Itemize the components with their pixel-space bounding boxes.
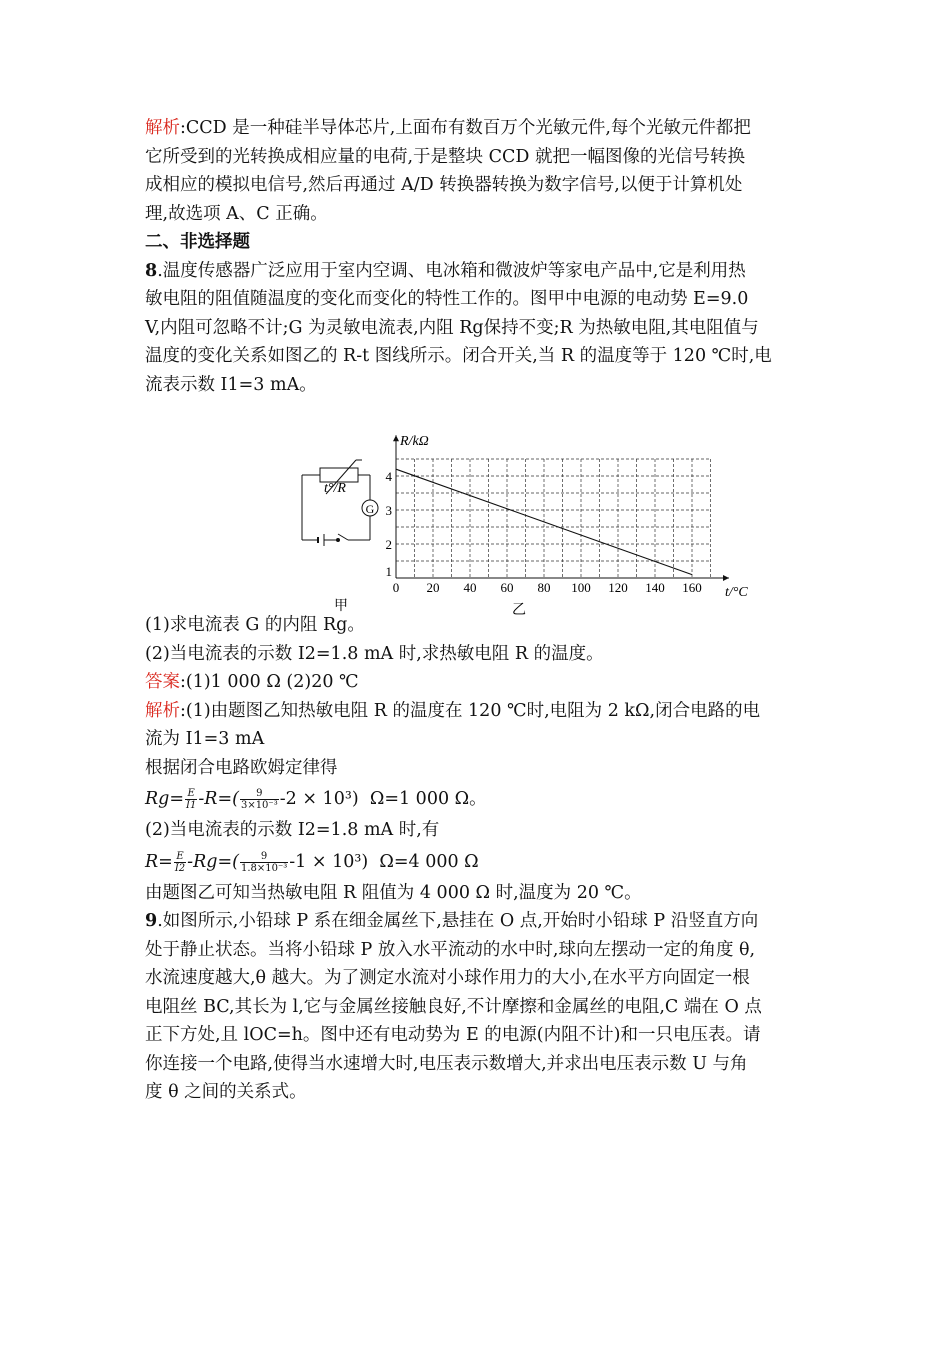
y-axis-label: R/kΩ	[400, 434, 429, 450]
x-tick-label: 140	[645, 580, 665, 595]
formula-2: R= $\frac{E}{I2}$ -Rg=( $\frac{9}{\text{1.8×10⁻³}}$ -1 × 10³) Ω=4 000 Ω	[145, 850, 479, 874]
solution-line-4: (2)当电流表的示数 I2=1.8 mA 时,有	[145, 820, 440, 840]
question-8-line-1: 8.温度传感器广泛应用于室内空调、电冰箱和微波炉等家电产品中,它是利用热	[145, 260, 746, 281]
question-8-part-1: (1)求电流表 G 的内阻 Rg。	[145, 615, 365, 635]
y-tick-label: 3	[385, 503, 392, 518]
question-8-line-4: 温度的变化关系如图乙的 R-t 图线所示。闭合开关,当 R 的温度等于 120 ℃时,电	[145, 346, 772, 366]
question-9-line-6: 你连接一个电路,使得当水速增大时,电压表示数增大,并求出电压表示数 U 与角	[145, 1053, 748, 1074]
solution-line-2: 流为 I1=3 mA	[145, 729, 265, 749]
solution-line-5: 由题图乙可知当热敏电阻 R 阻值为 4 000 Ω 时,温度为 20 ℃。	[145, 882, 642, 903]
x-tick-label: 120	[608, 580, 628, 595]
circuit-caption: 甲	[334, 599, 348, 614]
formula-1: Rg= $\frac{E}{I1}$ -R=( $\frac{9}{\text{3×10⁻³}}$ -2 × 10³) Ω=1 000 Ω。	[145, 788, 487, 811]
solution-line-1: 解析:(1)由题图乙知热敏电阻 R 的温度在 120 ℃时,电阻为 2 kΩ,闭合电路的电	[145, 700, 761, 721]
x-tick-label: 160	[682, 580, 702, 595]
question-9-line-4: 电阻丝 BC,其长为 l,它与金属丝接触良好,不计摩擦和金属丝的电阻,C 端在 O 点	[145, 996, 762, 1017]
question-8-part-2: (2)当电流表的示数 I2=1.8 mA 时,求热敏电阻 R 的温度。	[145, 643, 604, 664]
y-tick-label: 1	[385, 564, 392, 579]
x-tick-label: 60	[500, 580, 514, 595]
x-tick-label: 100	[571, 580, 591, 595]
analysis-line-2: 它所受到的光转换成相应量的电荷,于是整块 CCD 就把一幅图像的光信号转换	[145, 146, 745, 167]
chart-caption: 乙	[512, 603, 526, 618]
analysis-label: 解析	[145, 118, 180, 138]
analysis-line-3: 成相应的模拟电信号,然后再通过 A/D 转换器转换为数字信号,以便于计算机处	[145, 175, 743, 195]
question-8-line-2: 敏电阻的阻值随温度的变化而变化的特性工作的。图甲中电源的电动势 E=9.0	[145, 289, 749, 309]
solution-label: 解析	[145, 700, 180, 721]
question-8-line-3: V,内阻可忽略不计;G 为灵敏电流表,内阻 Rg保持不变;R 为热敏电阻,其电阻值与	[145, 317, 759, 338]
answer-line: 答案:(1)1 000 Ω (2)20 ℃	[145, 672, 359, 692]
question-9-line-5: 正下方处,且 lOC=h。图中还有电动势为 E 的电源(内阻不计)和一只电压表。请	[145, 1025, 761, 1045]
fraction: $\frac{9}{\text{1.8×10⁻³}}$	[240, 850, 288, 874]
x-axis-label: t/°C	[725, 585, 748, 600]
figure-svg	[290, 410, 748, 620]
x-tick-label: 40	[463, 580, 477, 595]
fraction: $\frac{E}{I1}$	[186, 788, 197, 811]
fraction: $\frac{E}{I2}$	[174, 850, 186, 874]
question-9-line-3: 水流速度越大,θ 越大。为了测定水流对小球作用力的大小,在水平方向固定一根	[145, 968, 750, 988]
y-tick-label: 2	[385, 537, 392, 552]
y-axis-arrow	[393, 435, 399, 441]
solution-line-3: 根据闭合电路欧姆定律得	[145, 757, 338, 778]
y-tick-label: 4	[385, 469, 392, 484]
x-tick-label: 0	[392, 580, 400, 595]
answer-label: 答案	[145, 672, 180, 692]
question-9-line-2: 处于静止状态。当将小铅球 P 放入水平流动的水中时,球向左摆动一定的角度 θ,	[145, 939, 756, 960]
question-9-line-7: 度 θ 之间的关系式。	[145, 1082, 307, 1102]
section-heading: 二、非选择题	[145, 232, 250, 252]
x-tick-label: 20	[426, 580, 440, 595]
figure	[290, 410, 748, 620]
analysis-line-1: 解析:CCD 是一种硅半导体芯片,上面布有数百万个光敏元件,每个光敏元件都把	[145, 118, 751, 138]
question-8-line-5: 流表示数 I1=3 mA。	[145, 374, 317, 395]
thermistor-label: t°/R	[324, 481, 346, 496]
x-tick-label: 80	[537, 580, 551, 595]
question-9-line-1: 9.如图所示,小铅球 P 系在细金属丝下,悬挂在 O 点,开始时小铅球 P 沿竖直方向	[145, 911, 759, 931]
analysis-line-4: 理,故选项 A、C 正确。	[145, 203, 328, 224]
fraction: $\frac{9}{\text{3×10⁻³}}$	[240, 788, 278, 811]
galvanometer-label: G	[365, 502, 375, 516]
